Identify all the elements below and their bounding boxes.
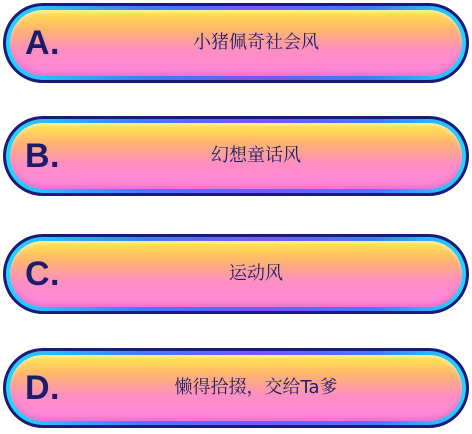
option-a-button[interactable] — [3, 3, 469, 83]
option-d-button[interactable] — [3, 348, 469, 428]
option-c-button[interactable] — [3, 234, 469, 314]
option-b-text: 幻想童话风 — [211, 145, 301, 167]
option-a-letter: A. — [25, 24, 60, 62]
option-b-letter: B. — [25, 137, 60, 175]
option-d-letter: D. — [25, 369, 60, 407]
option-b-button[interactable] — [3, 116, 469, 196]
option-a-text: 小猪佩奇社会风 — [193, 32, 319, 54]
option-c-letter: C. — [25, 255, 60, 293]
option-c-text: 运动风 — [229, 263, 283, 285]
option-d-text: 懒得拾掇，交给Ta爹 — [174, 377, 338, 399]
